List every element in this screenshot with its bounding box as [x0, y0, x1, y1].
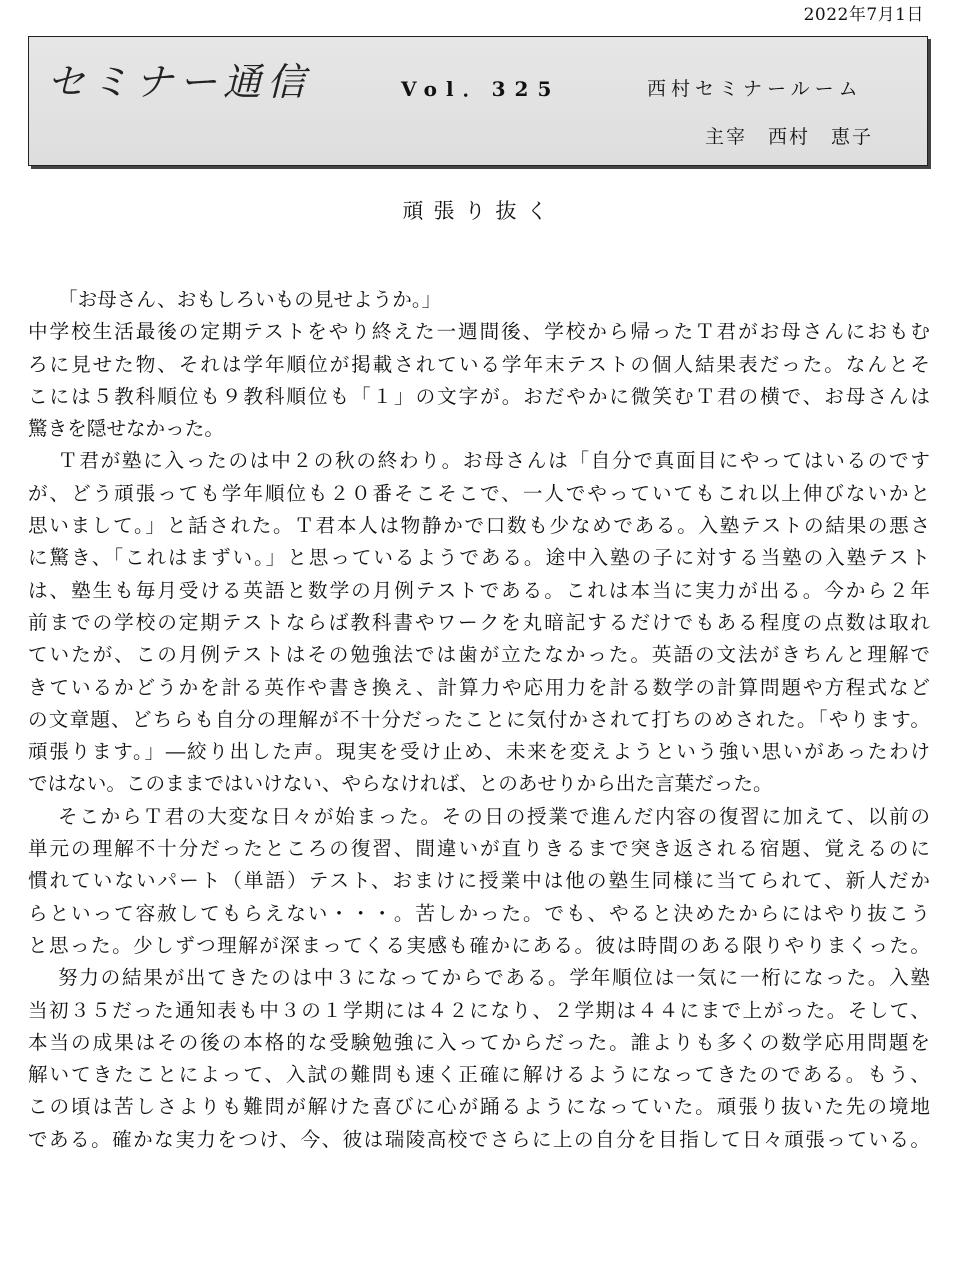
newsletter-header: [28, 36, 928, 166]
article-body: [28, 284, 930, 1156]
body-line: 当初３５だった通知表も中３の１学期には４２になり、２学期は４４にまで上がった。そして、: [28, 998, 930, 1022]
body-line: ではない。このままではいけない、やらなければ、とのあせりから出た言葉だった。: [28, 772, 773, 796]
host-name: 主宰 西村 恵子: [705, 126, 874, 148]
article-title: 頑張り抜く: [402, 199, 558, 223]
body-line: Ｔ君が塾に入ったのは中２の秋の終わり。お母さんは「自分で真面目にやってはいるのです: [58, 449, 930, 473]
body-line: きているかどうかを計る英作や書き換え、計算力や応用力を計る数学の計算問題や方程式など: [28, 675, 930, 699]
body-line: 単元の理解不十分だったところの復習、間違いが直りきるまで突き返される宿題、覚えるのに: [28, 837, 930, 861]
body-line: 本当の成果はその後の本格的な受験勉強に入ってからだった。誰よりも多くの数学応用問題を: [28, 1030, 930, 1054]
body-line: である。確かな実力をつけ、今、彼は瑞陵高校でさらに上の自分を目指して日々頑張っている。: [28, 1127, 930, 1151]
body-line: に驚き、「これはまずい。」と思っているようである。途中入塾の子に対する当塾の入塾テスト: [28, 546, 930, 570]
body-line: らといって容赦してもらえない・・・。苦しかった。でも、やると決めたからにはやり抜こう: [28, 901, 930, 925]
body-line: の文章題、どちらも自分の理解が不十分だったことに気付かされて打ちのめされた。「やります。: [28, 707, 930, 731]
body-line: と思った。少しずつ理解が深まってくる実感も確かにある。彼は時間のある限りやりまくった。: [28, 933, 930, 957]
body-line: この頃は苦しさよりも難問が解けた喜びに心が踊るようになっていた。頑張り抜いた先の境地: [28, 1095, 930, 1119]
body-line: ろに見せた物、それは学年順位が掲載されている学年末テストの個人結果表だった。なんとそ: [28, 352, 930, 376]
issue-date: 2022年7月1日: [803, 5, 924, 25]
newsletter-title: セミナー通信: [47, 60, 312, 104]
body-line: そこからＴ君の大変な日々が始まった。その日の授業で進んだ内容の復習に加えて、以前の: [58, 804, 930, 828]
volume-number: Vol．325: [401, 77, 561, 101]
body-line: 努力の結果が出てきたのは中３になってからである。学年順位は一気に一桁になった。入塾: [58, 966, 930, 990]
body-line: 前までの学校の定期テストならば教科書やワークを丸暗記するだけでもある程度の点数は取れ: [28, 610, 930, 634]
body-line: ていたが、この月例テストはその勉強法では歯が立たなかった。英語の文法がきちんと理解で: [28, 643, 930, 667]
organization-name: 西村セミナールーム: [647, 78, 863, 100]
body-line: 思いまして。」と話された。Ｔ君本人は物静かで口数も少なめである。入塾テストの結果の悪さ: [28, 514, 930, 538]
body-line: が、どう頑張っても学年順位も２０番そこそこで、一人でやっていてもこれ以上伸びないかと: [28, 481, 930, 505]
body-line: 「お母さん、おもしろいもの見せようか。」: [58, 288, 442, 311]
body-line: 慣れていないパート（単語）テスト、おまけに授業中は他の塾生同様に当てられて、新人だか: [28, 869, 930, 893]
body-line: 頑張ります。」―絞り出した声。現実を受け止め、未来を変えようという強い思いがあったわけ: [28, 740, 930, 764]
body-line: 中学校生活最後の定期テストをやり終えた一週間後、学校から帰ったＴ君がお母さんにおもむ: [28, 320, 930, 344]
body-line: 驚きを隠せなかった。: [28, 417, 224, 441]
body-line: 解いてきたことによって、入試の難問も速く正確に解けるようになってきたのである。もう、: [28, 1063, 930, 1087]
body-line: は、塾生も毎月受ける英語と数学の月例テストである。これは本当に実力が出る。今から２年: [28, 578, 930, 602]
body-line: こには５教科順位も９教科順位も「１」の文字が。おだやかに微笑むＴ君の横で、お母さんは: [28, 384, 930, 408]
